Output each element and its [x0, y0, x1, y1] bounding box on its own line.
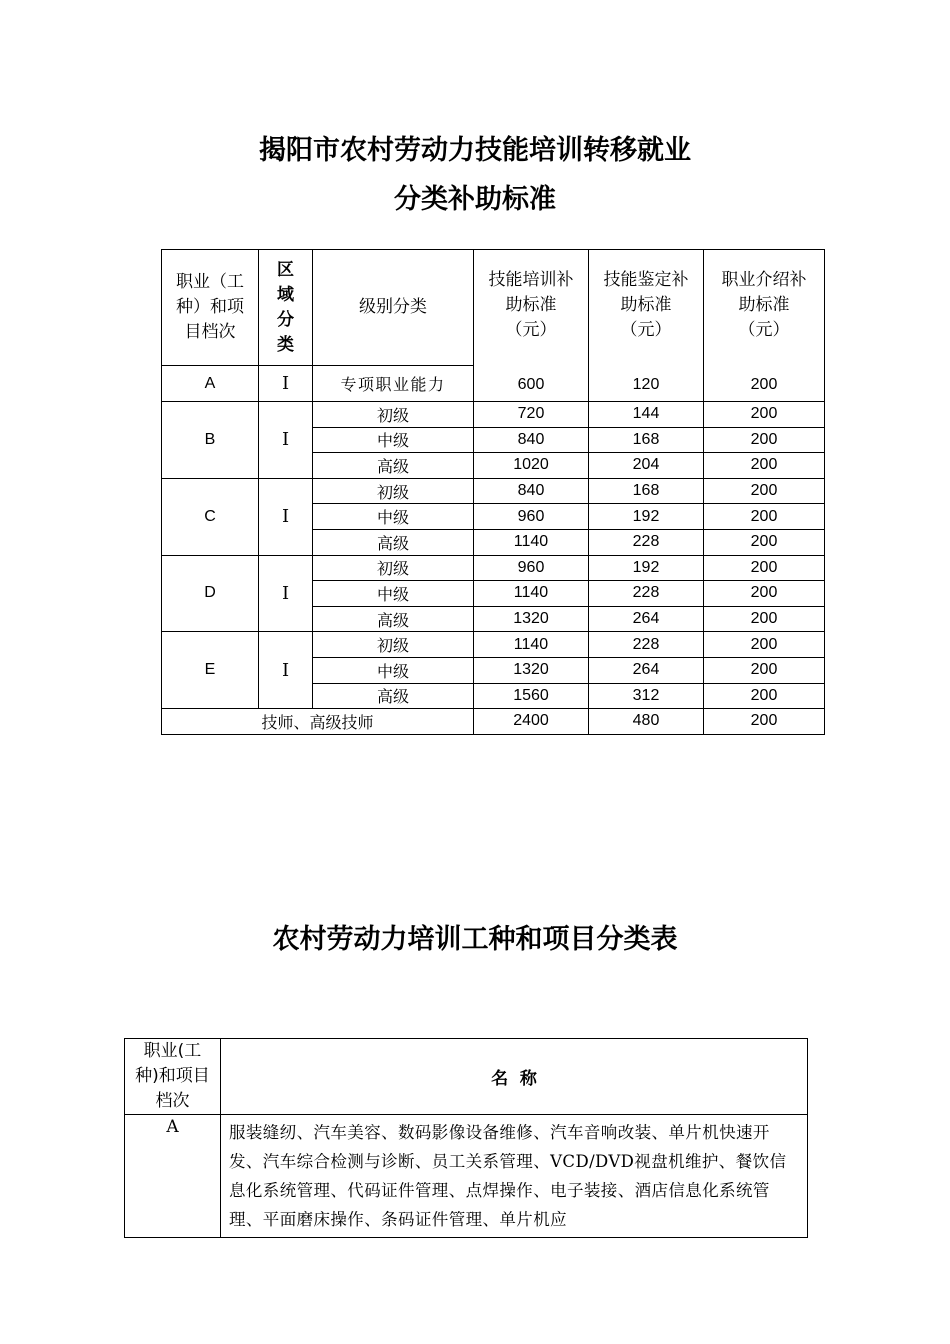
level-cell: 初级	[313, 555, 474, 581]
training-cell: 720	[474, 402, 589, 428]
document-title-line2: 分类补助标准	[394, 184, 556, 215]
level-cell: 初级	[313, 632, 474, 658]
training-cell: 1560	[474, 683, 589, 709]
level-cell: 中级	[313, 504, 474, 530]
appraisal-cell: 192	[589, 555, 704, 581]
header-intro-text: 职业介绍补助标准（元）	[721, 270, 807, 340]
group-category: D	[162, 555, 259, 632]
training-cell: 960	[474, 555, 589, 581]
header-appraisal	[589, 250, 704, 402]
training-cell: 960	[474, 504, 589, 530]
training-cell: 1320	[474, 606, 589, 632]
table-row	[162, 555, 825, 581]
level-cell: 高级	[313, 529, 474, 555]
group-category: E	[162, 632, 259, 709]
header-training-text: 技能培训补助标准（元）	[488, 270, 574, 340]
intro-cell: 200	[704, 683, 825, 709]
header-intro	[704, 250, 825, 402]
table-row	[162, 632, 825, 658]
group-category: C	[162, 478, 259, 555]
intro-cell: 200	[704, 657, 825, 683]
header-training	[474, 250, 589, 402]
table-row	[162, 709, 825, 735]
appraisal-cell: 228	[589, 581, 704, 607]
intro-cell: 200	[704, 504, 825, 530]
header-region: 区域分类	[259, 250, 313, 366]
row-a-level: 专项职业能力	[313, 366, 474, 402]
row-a-intro: 200	[750, 376, 778, 393]
intro-cell: 200	[704, 606, 825, 632]
appraisal-cell: 312	[589, 683, 704, 709]
appraisal-cell: 168	[589, 427, 704, 453]
training-cell: 1020	[474, 453, 589, 479]
intro-cell: 200	[704, 632, 825, 658]
appraisal-cell: 204	[589, 453, 704, 479]
training-cell: 2400	[474, 709, 589, 735]
section-title: 农村劳动力培训工种和项目分类表	[272, 924, 678, 955]
intro-cell: 200	[704, 427, 825, 453]
header-appraisal-text: 技能鉴定补助标准（元）	[603, 270, 689, 340]
appraisal-cell: 228	[589, 529, 704, 555]
header-category: 职业（工种）和项目档次	[162, 250, 259, 366]
appraisal-cell: 144	[589, 402, 704, 428]
row-a-training: 600	[517, 376, 545, 393]
row-a-region: Ⅰ	[259, 366, 313, 402]
row-a-category: A	[162, 366, 259, 402]
level-cell: 初级	[313, 478, 474, 504]
level-cell: 高级	[313, 683, 474, 709]
appraisal-cell: 264	[589, 606, 704, 632]
level-cell: 中级	[313, 581, 474, 607]
group-region: Ⅰ	[259, 555, 313, 632]
appraisal-cell: 480	[589, 709, 704, 735]
level-cell: 高级	[313, 606, 474, 632]
intro-cell: 200	[704, 581, 825, 607]
technician-label: 技师、高级技师	[162, 709, 474, 735]
intro-cell: 200	[704, 402, 825, 428]
level-cell: 高级	[313, 453, 474, 479]
intro-cell: 200	[704, 453, 825, 479]
row-category: A	[125, 1115, 221, 1238]
training-cell: 840	[474, 478, 589, 504]
level-cell: 中级	[313, 657, 474, 683]
training-cell: 1320	[474, 657, 589, 683]
intro-cell: 200	[704, 709, 825, 735]
training-cell: 1140	[474, 581, 589, 607]
training-cell: 1140	[474, 529, 589, 555]
header-level: 级别分类	[313, 250, 474, 366]
training-cell: 1140	[474, 632, 589, 658]
row-names: 服装缝纫、汽车美容、数码影像设备维修、汽车音响改装、单片机快速开发、汽车综合检测与诊断、员工关系管理、VCD/DVD视盘机维护、餐饮信息化系统管理、代码证件管理、点焊操作、电子装接、酒店信息化系统管理、平面磨床操作、条码证件管理、单片机应	[221, 1115, 808, 1238]
intro-cell: 200	[704, 478, 825, 504]
intro-cell: 200	[704, 529, 825, 555]
table-row	[162, 478, 825, 504]
group-region: Ⅰ	[259, 632, 313, 709]
table-row	[162, 402, 825, 428]
group-region: Ⅰ	[259, 478, 313, 555]
header-name: 名 称	[221, 1039, 808, 1115]
appraisal-cell: 264	[589, 657, 704, 683]
subsidy-standard-table	[161, 249, 825, 735]
level-cell: 中级	[313, 427, 474, 453]
row-a-appraisal: 120	[632, 376, 660, 393]
intro-cell: 200	[704, 555, 825, 581]
document-title-line1: 揭阳市农村劳动力技能培训转移就业	[259, 135, 691, 166]
group-region: Ⅰ	[259, 402, 313, 479]
header-category-t2: 职业(工种)和项目档次	[125, 1039, 221, 1115]
group-category: B	[162, 402, 259, 479]
appraisal-cell: 228	[589, 632, 704, 658]
level-cell: 初级	[313, 402, 474, 428]
training-cell: 840	[474, 427, 589, 453]
appraisal-cell: 192	[589, 504, 704, 530]
occupation-category-table	[124, 1038, 808, 1238]
appraisal-cell: 168	[589, 478, 704, 504]
